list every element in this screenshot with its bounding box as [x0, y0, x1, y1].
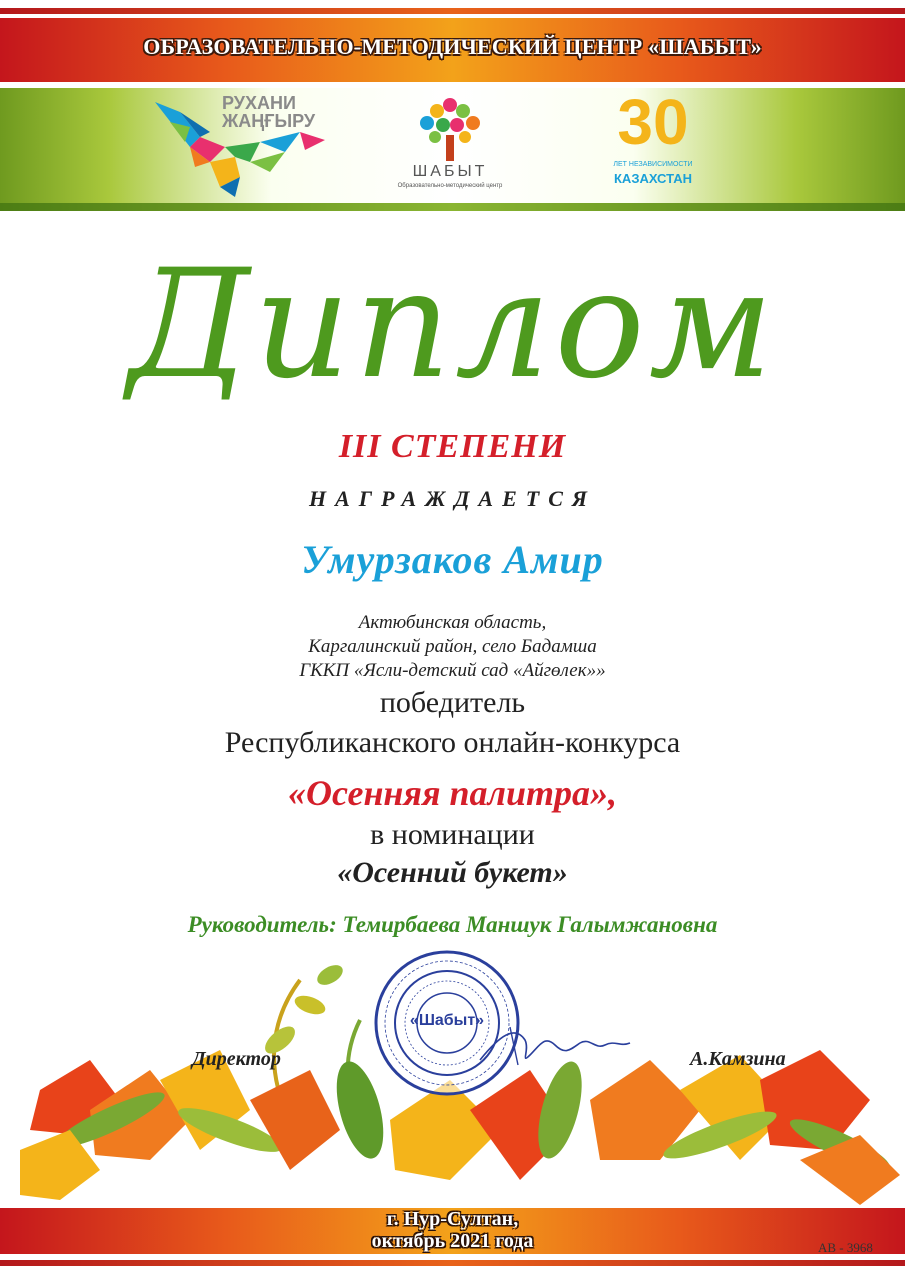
- rukhani-line2: ЖАҢҒЫРУ: [222, 111, 316, 131]
- degree-label: III СТЕПЕНИ: [338, 428, 567, 465]
- recipient-name: Умурзаков Амир: [301, 537, 604, 582]
- signature-icon: [470, 1015, 640, 1075]
- awarded-label: НАГРАЖДАЕТСЯ: [308, 486, 597, 511]
- nomination-name: «Осенний букет»: [337, 856, 568, 889]
- footer-city: г. Нур-Султан,: [386, 1208, 519, 1230]
- director-label: Директор: [192, 1048, 281, 1070]
- shabyt-logo: [395, 95, 505, 200]
- shabyt-logo-sub: Образовательно-методический центр: [397, 183, 503, 189]
- top-border-line: [0, 8, 905, 14]
- logo-30-sub1: ЛЕТ НЕЗАВИСИМОСТИ: [613, 161, 693, 168]
- org-title: ОБРАЗОВАТЕЛЬНО-МЕТОДИЧЕСКИЙ ЦЕНТР «ШАБЫТ»: [143, 34, 762, 59]
- bottom-border-line: [0, 1260, 905, 1266]
- tree-icon: [395, 95, 505, 165]
- address-line: Актюбинская область,: [358, 612, 547, 633]
- nomination-label: в номинации: [370, 818, 535, 851]
- address-line: Каргалинский район, село Бадамша: [308, 636, 597, 657]
- serial-number: АВ - 3968: [818, 1240, 873, 1255]
- shabyt-logo-name: ШАБЫТ: [412, 163, 488, 180]
- supervisor-line: Руководитель: Темирбаева Маншук Галымжановна: [187, 912, 718, 937]
- independence-30-logo: [608, 86, 698, 195]
- contest-name: «Осенняя палитра»,: [287, 773, 618, 813]
- footer-date: октябрь 2021 года: [371, 1230, 534, 1252]
- address-line: ГККП «Ясли-детский сад «Айгөлек»»: [299, 660, 606, 681]
- logo-band-line: [0, 203, 905, 211]
- diploma-title: Диплом: [127, 238, 778, 412]
- signature: [470, 1015, 640, 1075]
- director-name: А.Камзина: [690, 1048, 786, 1070]
- rukhani-line1: РУХАНИ: [222, 93, 296, 113]
- logo-30-number: 30: [617, 86, 689, 158]
- winner-label: победитель: [379, 686, 526, 719]
- stamp-center-text: «Шабыт»: [409, 1012, 485, 1029]
- contest-label: Республиканского онлайн-конкурса: [224, 726, 681, 759]
- logo-30-sub2: КАЗАХСТАН: [614, 171, 692, 186]
- rukhani-zhangyru-logo: [150, 92, 340, 202]
